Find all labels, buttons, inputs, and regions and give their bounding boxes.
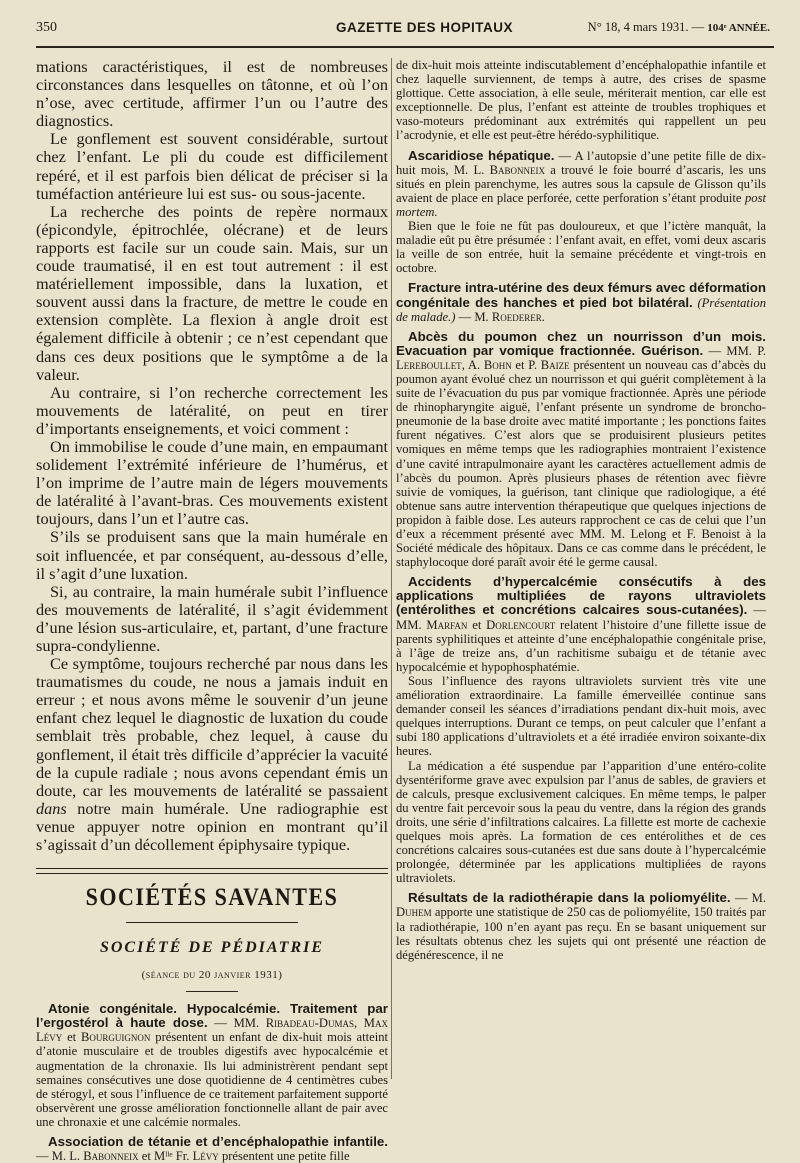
paragraph: La médication a été suspendue par l’apparition d’une entéro-colite dysentériforme grave avec expulsion par l’anus de sables, de graviers et de calculs, presque exclusivement calciques. En même temps, le palper du ventre fait percevoir sous la peau du ventre, dans la région des grands droits, une série d’infiltrations calcaires. La fillette est morte de cachexie quelques mois après. La formation de ces entérolithes et de ces concrétions calcaires sous-cutanées est due sans doute à l’hypercalcémie prolongée, déterminée par les applications multipliées de rayons ultraviolets. [396,758,766,886]
paragraph: La recherche des points de repère normaux (épicondyle, épitrochlée, olécrane) et de leurs rapports est facile sur un coude sain. Mais, sur un coude traumatisé, il en est tout autrement : il est matériellement impossible, dans la luxation, et souvent aussi dans la fracture, de mettre le coude en extension complète. La flexion à angle droit est également difficile à obtenir ; ce n’est cependant que dans ces deux positions que le symptôme a de la valeur. [36,201,388,384]
page-number: 350 [36,20,57,35]
section-title: SOCIÉTÉS SAVANTES [85,882,339,911]
paragraph: mations caractéristiques, il est de nombreuses circonstances dans lesquelles on tâtonne, et où l’on n’ose, avec certitude, affirmer l’un ou l’autre des diagnostics. [36,57,388,131]
communication-title: Abcès du poumon chez un nourrisson d’un mois. Evacuation par vomique fractionnée. Guérison. [396,328,766,358]
paragraph: Au contraire, si l’on recherche correctement les mouvements de latéralité, on peut en tirer d’importants enseignements, et voici comment : [36,382,388,438]
author-names: Bourguignon [81,1030,151,1045]
paragraph: Si, au contraire, la main humérale subit l’influence des mouvements de latéralité, il s’agit évidemment d’une lésion sus-articulaire, et, partant, d’une fracture supra-condylienne. [36,581,388,655]
right-column [396,58,766,1119]
author-names: Bohn [483,357,512,372]
author-names: Ribadeau-Dumas, Max Lévy [36,1016,388,1045]
journal-title: GAZETTE DES HOPITAUX [336,20,514,35]
author-names: Babonneix [83,1149,139,1163]
communication-title: Association de tétanie et d’encéphalopathie infantile. [48,1133,388,1149]
paragraph: Sous l’influence des rayons ultraviolets survient très vite une amélioration extraordinaire. La famille émerveillée continue sans demander conseil les séances d’irradiations pendant dix-huit mois, avec quelques interruptions. Durant ce temps, on peut calculer que l’enfant a subi 180 applications d’ultraviolets et a été irradiée environ soixante-dix heures. [396,673,766,759]
section-divider [36,868,388,874]
running-header [36,18,770,40]
author-names: Babonneix [489,162,545,177]
title-rule [126,922,298,923]
issue-info [588,20,770,35]
communication-entry: Résultats de la radiothérapie dans la poliomyélite. — M. Duhem apporte une statistique de 250 cas de poliomyélite, 150 traités par la radiothérapie, 100 n’en ayant pas reçu. En se basant uniquement sur les résultats obtenus chez les sujets qui ont présenté une réaction de dégénérescence, il ne [396,890,766,962]
communication-entry: Association de tétanie et d’encéphalopathie infantile. — M. L. Babonneix et Mˡˡᵉ Fr. Lévy présentent une petite fille [36,1133,388,1163]
communication-title: Accidents d’hypercalcémie consécutifs à des applications multipliées de rayons ultraviolets (entérolithes et concrétions calcaires sous-cutanées). [396,574,766,618]
left-column [36,57,388,1163]
issue-number-date: N° 18, 4 mars 1931. — [587,20,705,34]
communication-title: Atonie congénitale. Hypocalcémie. Traitement par l’ergostérol à haute dose. [36,1001,388,1031]
author-names: Lévy [192,1149,219,1163]
paragraph: Ce symptôme, toujours recherché par nous dans les traumatismes du coude, ne nous a jamais induit en erreur ; et nous avons même le souvenir d’un jeune enfant chez lequel le diagnostic de luxation du coude semblait très probable, chez lequel, à cause du gonflement, il était très difficile d’apprécier la vacuité de la cupule radiale ; nous avons cependant émis un doute, car les mouvements de latéralité se passaient dans notre main humérale. Une radiographie est venue appuyer notre opinion en montrant qu’il s’agissait d’un décollement épiphysaire typique. [36,654,388,855]
communication-entry: Accidents d’hypercalcémie consécutifs à des applications multipliées de rayons ultraviolets (entérolithes et concrétions calcaires sous-cutanées). — MM. Marfan et Dorlencourt relatent l’histoire d’une fillette issue de parents syphilitiques et atteinte d’une encéphalopathie congénitale prise, à l’âge de treize ans, d’un rachitisme subaigu et de tétanie avec hypocalcémie et hypophosphatémie. [396,574,766,674]
short-rule [186,991,238,992]
paragraph: On immobilise le coude d’une main, en empaumant solidement l’extrémité inférieure de l’humérus, et l’on imprime de l’autre main de légers mouvements de latéralité à l’avant-bras. Ces mouvements existent toujours, dans l’un et l’autre cas. [36,436,388,529]
header-rule [36,46,774,48]
communication-entry: Atonie congénitale. Hypocalcémie. Traitement par l’ergostérol à haute dose. — MM. Ribadeau-Dumas, Max Lévy et Bourguignon présentent un enfant de dix-huit mois atteint d’atonie musculaire et de troubles digestifs avec hypocalcémie et augmentation de la chronaxie. Ils lui administrèrent pendant sept semaines consécutives une dose quotidienne de 4 centimètres cubes de stérogyl, et sous l’influence de ce traitement parfaitement supporté observèrent une grosse amélioration fonctionnelle allant de pair avec une chronaxie et une calcémie normales. [36,1001,388,1129]
author-names: Duhem [396,905,432,920]
author-names: Baize [540,357,570,372]
paragraph: Le gonflement est souvent considérable, surtout chez l’enfant. Le pli du coude est difficilement repéré, et il est parfois bien délicat de préciser si la tuméfaction antérieure lui est sus- ou sous-jacente. [36,129,388,203]
communication-title: Ascaridiose hépatique. [408,147,555,163]
society-title: SOCIÉTÉ DE PÉDIATRIE [99,939,325,957]
paragraph: S’ils se produisent sans que la main humérale en soit influencée, et par conséquent, au-dessous d’elle, il s’agit d’une luxation. [36,527,388,583]
column-divider [391,58,392,1079]
communication-title: Fracture intra-utérine des deux fémurs avec déformation congénitale des hanches et pied bot bilatéral. [396,280,766,310]
communication-entry: Ascaridiose hépatique. — A l’autopsie d’une petite fille de dix-huit mois, M. L. Babonneix a trouvé le foie bourré d’ascaris, les uns situés en plein parenchyme, les autres sous la capsule de Glisson qu’ils avaient de place en place perforée, cette perforation s’étant produite post mortem. [396,147,767,219]
session-date: (séance du 20 janvier 1931) [141,969,283,982]
communication-entry: Abcès du poumon chez un nourrisson d’un mois. Evacuation par vomique fractionnée. Guérison. — MM. P. Lereboullet, A. Bohn et P. Baize présentent un nouveau cas d’abcès du poumon ayant évolué chez un nourrisson et qui guérit complètement à la suite de l’évacuation du pus par vomique fractionnée. Après une période de rhinopharyngite aiguë, l’enfant présente un syndrome de broncho-pneumonie de la base droite avec matité importante ; les ponctions faites furent négatives. C’est alors que se produisirent plusieurs petites vomiques en même temps que les radiographies montraient l’existence d’une cavité intrapulmonaire ayant les caractères actuellement admis de l’abcès du poumon. Après plusieurs phases de rétention avec fièvre suivie de vomiques, la guérison, tant clinique que radiologique, a été obtenue sans autre intervention thérapeutique que quelques injections de propidon à faible dose. Les auteurs rapprochent ce cas de celui que l’un d’eux a récemment présenté avec MM. M. Lelong et F. Benoist à la Société médicale des hôpitaux. Dans ce cas comme dans le précédent, le staphylocoque doré paraît avoir été le germe causal. [396,328,766,570]
communication-entry: Fracture intra-utérine des deux fémurs avec déformation congénitale des hanches et pied bot bilatéral. (Présentation de malade.) — M. Roederer. [396,280,766,324]
author-names: Dorlencourt [486,617,556,632]
author-names: Lereboullet [396,357,462,372]
author-names: Roederer. [491,309,545,324]
paragraph: de dix-huit mois atteinte indiscutablement d’encéphalopathie infantile et chez laquelle surviennent, de temps à autre, des crises de spasme glottique. Cette association, à elle seule, mériterait mention, car elle est exceptionnelle. De plus, l’enfant est atteinte de troubles trophiques et vaso-moteurs prédominant aux extrémités qui rappellent un peu l’acrodynie, et elle est peut-être hérédo-syphilitique. [396,58,766,143]
communication-title: Résultats de la radiothérapie dans la poliomyélite. [408,890,731,906]
issue-year: 104ᵉ ANNÉE. [707,22,770,34]
author-names: Marfan [426,617,468,632]
paragraph: Bien que le foie ne fût pas douloureux, et que l’ictère manquât, la maladie eût pu être présumée : l’enfant avait, en effet, vomi deux ascaris la veille de son entrée, huit la semaine précédente et vingt-trois en octobre. [396,219,766,276]
